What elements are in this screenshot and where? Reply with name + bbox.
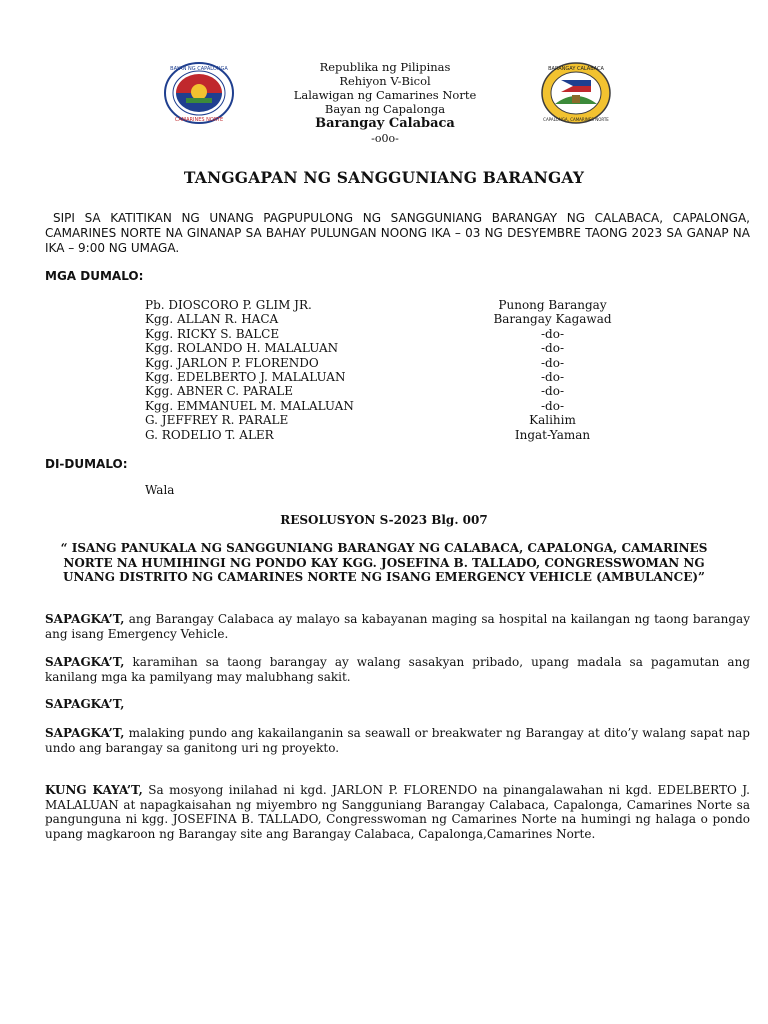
paragraph-lead: KUNG KAYA’T, xyxy=(45,783,143,797)
attendee-position: -do- xyxy=(540,369,564,384)
seal-text-top: BARANGAY CALABACA xyxy=(548,66,604,72)
document-header xyxy=(230,60,540,145)
attendee-name: Kgg. ALLAN R. HACA xyxy=(145,312,279,327)
attendance-row xyxy=(145,399,705,413)
attendee-position: Barangay Kagawad xyxy=(493,312,612,327)
attendance-row xyxy=(145,413,705,427)
seal-text-bottom: CAPALONGA, CAMARINES NORTE xyxy=(543,117,609,122)
attendee-name: Kgg. EDELBERTO J. MALALUAN xyxy=(145,369,346,384)
paragraph-lead: SAPAGKA’T, xyxy=(45,655,125,669)
header-region: Rehiyon V-Bicol xyxy=(339,74,431,88)
attendee-position: Kalihim xyxy=(529,413,576,428)
attendance-list xyxy=(145,298,705,442)
attendance-row xyxy=(145,356,705,370)
absent-label: DI-DUMALO: xyxy=(45,457,128,471)
attendee-position: Punong Barangay xyxy=(498,298,607,312)
attendance-row xyxy=(145,327,705,341)
paragraph-lead: SAPAGKA’T, xyxy=(45,612,125,626)
attendance-row xyxy=(145,370,705,384)
attendee-position: -do- xyxy=(540,326,564,341)
attendee-name: Kgg. RICKY S. BALCE xyxy=(145,326,280,341)
paragraph-text: karamihan sa taong barangay ay walang sasakyan pribado, upang madala sa pagamutan ang kanilang mga ka pamilyang may malubhang sakit. xyxy=(45,655,750,684)
seal-text-bottom: CAMARINES NORTE xyxy=(174,117,224,123)
paragraph-lead: SAPAGKA’T, xyxy=(45,726,125,740)
header-barangay: Barangay Calabaca xyxy=(315,116,455,131)
attendance-row xyxy=(145,341,705,355)
attendance-row xyxy=(145,298,705,312)
attendee-name: G. JEFFREY R. PARALE xyxy=(145,413,289,428)
whereas-paragraph xyxy=(45,655,750,684)
attendee-position: -do- xyxy=(540,384,564,399)
whereas-paragraph xyxy=(45,726,750,755)
present-label: MGA DUMALO: xyxy=(45,269,144,283)
attendee-position: -do- xyxy=(540,341,564,356)
attendee-name: Pb. DIOSCORO P. GLIM JR. xyxy=(145,298,312,312)
minutes-intro: SIPI SA KATITIKAN NG UNANG PAGPUPULONG NG SANGGUNIANG BARANGAY NG CALABACA, CAPALONGA, CAMARINES NORTE NA GINANAP SA BAHAY PULUNGAN NOONG IKA – 03 NG DESYEMBRE TAONG 2023 SA GANAP NA IKA – 9:00 NG UMAGA. xyxy=(45,211,750,255)
whereas-paragraph xyxy=(45,697,750,712)
whereas-paragraph xyxy=(45,612,750,641)
attendee-name: Kgg. JARLON P. FLORENDO xyxy=(145,355,319,370)
attendee-name: Kgg. EMMANUEL M. MALALUAN xyxy=(145,398,354,413)
barangay-seal-logo xyxy=(541,62,611,124)
resolution-title: “ ISANG PANUKALA NG SANGGUNIANG BARANGAY NG CALABACA, CAPALONGA, CAMARINES NORTE NA HUMIHINGI NG PONDO KAY KGG. JOSEFINA B. TALLADO, CONGRESSWOMAN NG UNANG DISTRITO NG CAMARINES NORTE NG ISANG EMERGENCY VEHICLE (AMBULANCE)” xyxy=(60,541,708,584)
header-province: Lalawigan ng Camarines Norte xyxy=(293,88,477,102)
paragraph-text: ang Barangay Calabaca ay malayo sa kabayanan maging sa hospital na kailangan ng taong barangay ang isang Emergency Vehicle. xyxy=(45,612,750,641)
seal-text-top: BAYAN NG CAPALONGA xyxy=(170,66,228,72)
attendee-name: Kgg. ABNER C. PARALE xyxy=(145,384,294,399)
attendee-name: G. RODELIO T. ALER xyxy=(145,427,274,442)
attendance-row xyxy=(145,428,705,442)
paragraph-text: Sa mosyong inilahad ni kgd. JARLON P. FLORENDO na pinangalawahan ni kgd. EDELBERTO J. MALALUAN at napagkaisahan ng miyembro ng Sangguniang Barangay Calabaca, Capalonga, Camarines Norte sa pangunguna ni kgg. JOSEFINA B. TALLADO, Congresswoman ng Camarines Norte na humingi ng halaga o pondo upang magkaroon ng Barangay site ang Barangay Calabaca, Capalonga,Camarines Norte. xyxy=(45,783,750,841)
attendee-position: -do- xyxy=(540,398,564,413)
resolution-number: RESOLUSYON S-2023 Blg. 007 xyxy=(280,513,488,527)
attendee-position: -do- xyxy=(540,355,564,370)
header-separator: -o0o- xyxy=(371,132,399,145)
office-title: TANGGAPAN NG SANGGUNIANG BARANGAY xyxy=(183,168,585,187)
header-country: Republika ng Pilipinas xyxy=(319,60,451,74)
header-municipality: Bayan ng Capalonga xyxy=(324,102,446,116)
attendee-position: Ingat-Yaman xyxy=(514,427,591,442)
paragraph-text: malaking pundo ang kakailanganin sa seawall or breakwater ng Barangay at dito’y walang sapat nap undo ang barangay sa ganitong uri ng proyekto. xyxy=(45,726,750,755)
attendance-row xyxy=(145,384,705,398)
resolved-paragraph xyxy=(45,783,750,841)
municipal-seal-logo xyxy=(164,62,234,124)
absent-value: Wala xyxy=(145,483,175,497)
attendance-row xyxy=(145,312,705,326)
paragraph-lead: SAPAGKA’T, xyxy=(45,697,125,711)
attendee-name: Kgg. ROLANDO H. MALALUAN xyxy=(145,341,339,356)
